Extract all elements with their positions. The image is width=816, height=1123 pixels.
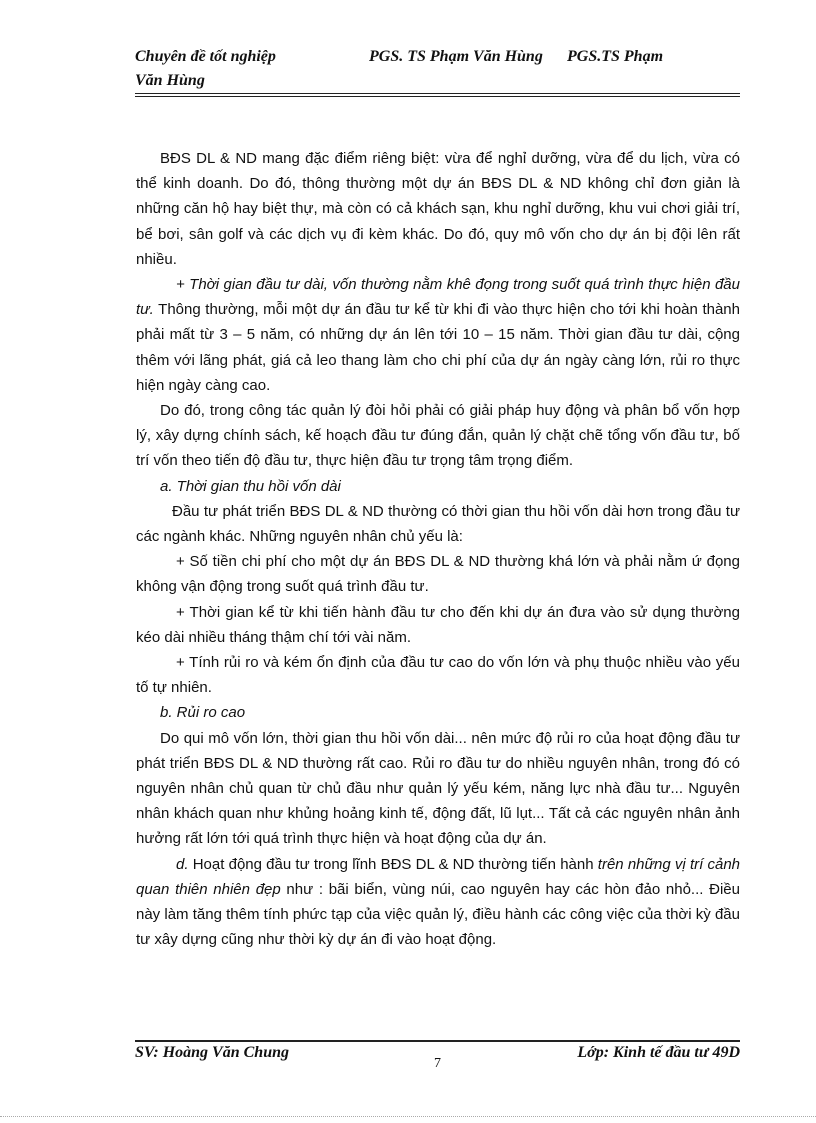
footer-class: Lớp: Kinh tế đầu tư 49D xyxy=(577,1044,740,1061)
paragraph-7: + Tính rủi ro và kém ổn định của đầu tư cao do vốn lớn và phụ thuộc nhiều vào yếu tố tự nhiên. xyxy=(136,654,740,697)
paragraph-9-italic: trên những vị trí cảnh quan thiên nhiên đẹp xyxy=(136,855,741,898)
footer-student: SV: Hoàng Văn Chung xyxy=(135,1044,289,1061)
paragraph-8: Do qui mô vốn lớn, thời gian thu hồi vốn dài... nên mức độ rủi ro của hoạt động đầu tư phát triển BĐS DL & ND thường rất cao. Rủi ro đầu tư do nhiều nguyên nhân, trong đó có nguyên nhân chủ quan từ chủ đầu như quản lý yếu kém, năng lực nhà đầu tư... Nguyên nhân khách quan như khủng hoảng kinh tế, động đất, lũ lụt... Tất cả các nguyên nhân ảnh hưởng rất lớn tới quá trình thực hiện và hoạt động của dự án. xyxy=(136,729,740,848)
header-title: Chuyên đề tốt nghiệp xyxy=(135,48,276,65)
paragraph-2-text: Thông thường, mỗi một dự án đầu tư kể từ khi đi vào thực hiện cho tới khi hoàn thành phải mất từ 3 – 5 năm, có những dự án lên tới 10 – 15 năm. Thời gian đầu tư dài, cộng thêm với lãng phát, giá cả leo thang làm cho chi phí của dự án ngày càng lớn, rủi ro thực hiện ngày càng cao. xyxy=(136,301,740,394)
footer-rule xyxy=(135,1040,740,1042)
header-rule xyxy=(135,93,740,97)
header-advisor-2-cont: Văn Hùng xyxy=(135,72,205,89)
header-advisor-2: PGS.TS Phạm xyxy=(567,48,664,65)
paragraph-2 xyxy=(136,272,740,398)
heading-b: b. Rủi ro cao xyxy=(160,704,246,722)
paragraph-3: Do đó, trong công tác quản lý đòi hỏi phải có giải pháp huy động và phân bổ vốn hợp lý, xây dựng chính sách, kế hoạch đầu tư đúng đắn, quản lý chặt chẽ tổng vốn đầu tư, bố trí vốn theo tiến độ đầu tư, thực hiện đầu tư trọng tâm trọng điểm. xyxy=(136,402,740,470)
paragraph-9-label: d. xyxy=(176,855,189,873)
paragraph-9-text-b: như : bãi biển, vùng núi, cao nguyên hay các hòn đảo nhỏ... Điều này làm tăng thêm tính phức tạp của việc quản lý, điều hành các công việc của thời kỳ đầu tư xây dựng cũng như thời kỳ dự án đi vào hoạt động. xyxy=(136,880,740,949)
paragraph-2-italic: + Thời gian đầu tư dài, vốn thường nằm khê đọng trong suốt quá trình thực hiện đầu tư. xyxy=(136,276,740,319)
paragraph-1: BĐS DL & ND mang đặc điểm riêng biệt: vừa để nghỉ dưỡng, vừa để du lịch, vừa có thể kinh doanh. Do đó, thông thường một dự án BĐS DL & ND không chỉ đơn giản là những căn hộ hay biệt thự, mà còn có cả khách sạn, khu nghỉ dưỡng, khu vui chơi giải trí, bể bơi, sân golf và các dịch vụ đi kèm khác. Do đó, quy mô vốn cho dự án bị đội lên rất nhiều. xyxy=(136,150,740,268)
paragraph-9 xyxy=(136,852,740,953)
paragraph-6: + Thời gian kể từ khi tiến hành đầu tư cho đến khi dự án đưa vào sử dụng thường kéo dài nhiều tháng thậm chí tới vài năm. xyxy=(136,603,740,646)
heading-a: a. Thời gian thu hồi vốn dài xyxy=(160,477,341,495)
page-boundary xyxy=(0,1116,816,1117)
paragraph-5: + Số tiền chi phí cho một dự án BĐS DL & ND thường khá lớn và phải nằm ứ đọng không vận động trong suốt quá trình đầu tư. xyxy=(136,553,740,596)
header-advisor: PGS. TS Phạm Văn Hùng xyxy=(369,48,543,65)
page-number: 7 xyxy=(434,1056,441,1071)
page-footer xyxy=(135,1044,740,1074)
paragraph-4: Đầu tư phát triển BĐS DL & ND thường có thời gian thu hồi vốn dài hơn trong đầu tư các ngành khác. Những nguyên nhân chủ yếu là: xyxy=(136,502,740,546)
paragraph-9-text-a: Hoạt động đầu tư trong lĩnh BĐS DL & ND thường tiến hành xyxy=(188,855,598,873)
document-body xyxy=(136,146,740,953)
